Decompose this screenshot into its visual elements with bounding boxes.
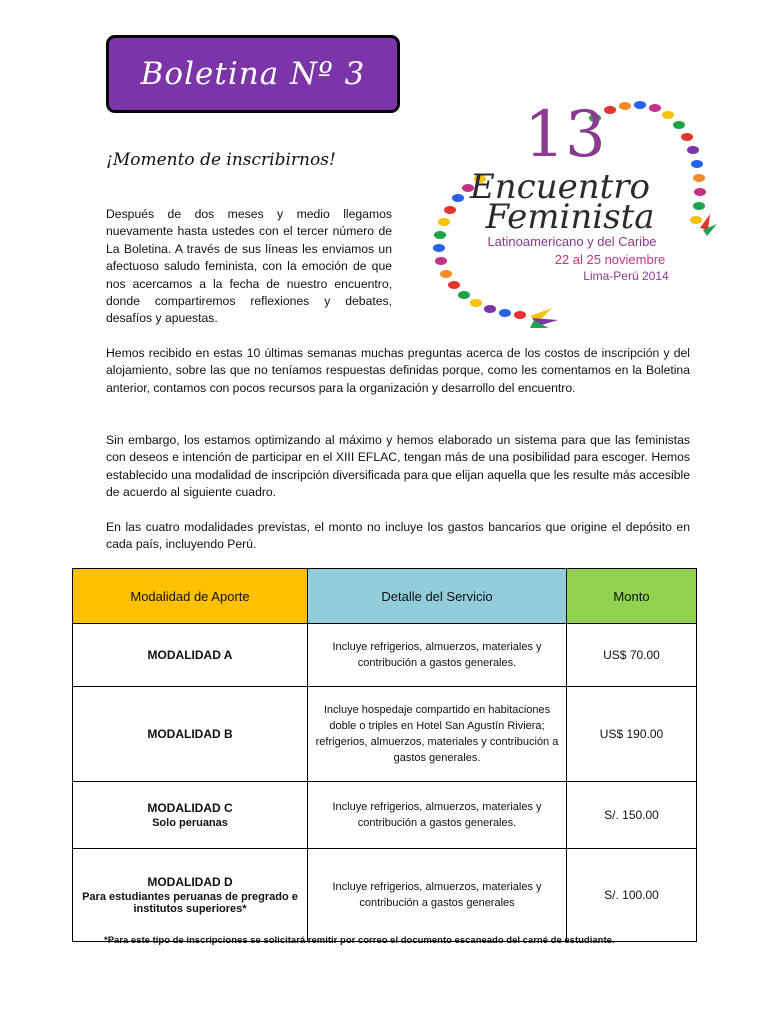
page-title: Boletina Nº 3: [140, 56, 366, 92]
modalidad-note: Solo peruanas: [152, 817, 228, 829]
fees-table: [72, 568, 697, 942]
logo-line2: Feminista: [485, 197, 655, 237]
modalidad-label: MODALIDAD D: [147, 875, 233, 889]
table-row: [73, 687, 697, 782]
encuentro-feminista-logo: [410, 88, 720, 328]
modalidad-cell: [73, 782, 308, 849]
monto-cell: S/. 100.00: [567, 849, 697, 942]
table-footnote: *Para este tipo de inscripciones se solicitará remitir por correo el documento escaneado del carné de estudiante.: [104, 935, 615, 946]
intro-paragraph: Después de dos meses y medio llegamos nuevamente hasta ustedes con el tercer número de La Boletina. A través de sus líneas les enviamos un afectuoso saludo feminista, con la emoción de que nos acercamos a la fecha de nuestro encuentro, donde compartiremos reflexiones y debates, desafíos y apuestas.: [106, 207, 392, 326]
title-banner: [106, 35, 400, 113]
header-monto: Monto: [567, 569, 697, 624]
header-detalle: Detalle del Servicio: [308, 569, 567, 624]
header-modalidad: Modalidad de Aporte: [73, 569, 308, 624]
logo-place: Lima-Perú 2014: [583, 269, 669, 283]
logo-dates: 22 al 25 noviembre: [554, 252, 666, 267]
monto-cell: S/. 150.00: [567, 782, 697, 849]
modalidad-cell: [73, 624, 308, 687]
modalidad-cell: [73, 687, 308, 782]
modalidad-label: MODALIDAD C: [147, 801, 233, 815]
monto-cell: US$ 190.00: [567, 687, 697, 782]
table-row: [73, 849, 697, 942]
section-heading: ¡Momento de inscribirnos!: [106, 150, 336, 170]
modalidad-label: MODALIDAD A: [147, 648, 233, 662]
logo-line3: Latinoamericano y del Caribe: [487, 234, 657, 249]
table-row: [73, 624, 697, 687]
body-paragraph-3: Sin embargo, los estamos optimizando al máximo y hemos elaborado un sistema para que las feministas con deseos e intención de participar en el XIII EFLAC, tengan más de una posibilidad para escoger. Hemos establecido una modalidad de inscripción diversificada para que elijan aquella que les resulte más accesible de acuerdo al siguiente cuadro.: [106, 433, 690, 500]
logo-number: 13: [524, 98, 606, 172]
detalle-cell: Incluye refrigerios, almuerzos, materiales y contribución a gastos generales.: [308, 782, 567, 849]
modalidad-label: MODALIDAD B: [147, 727, 233, 741]
table-header-row: [73, 569, 697, 624]
table-row: [73, 782, 697, 849]
body-paragraph-2: Hemos recibido en estas 10 últimas semanas muchas preguntas acerca de los costos de inscripción y del alojamiento, sobre las que no teníamos respuestas definidas porque, como les comentamos en la Boletina anterior, contamos con pocos recursos para la organización y desarrollo del encuentro.: [106, 346, 690, 395]
detalle-cell: Incluye refrigerios, almuerzos, materiales y contribución a gastos generales: [308, 849, 567, 942]
modalidad-note: Para estudiantes peruanas de pregrado e institutos superiores*: [82, 891, 298, 915]
detalle-cell: Incluye refrigerios, almuerzos, materiales y contribución a gastos generales.: [308, 624, 567, 687]
body-paragraph-4: En las cuatro modalidades previstas, el monto no incluye los gastos bancarios que origine el depósito en cada país, incluyendo Perú.: [106, 520, 690, 552]
logo-line1: Encuentro: [469, 167, 651, 207]
monto-cell: US$ 70.00: [567, 624, 697, 687]
modalidad-cell: [73, 849, 308, 942]
detalle-cell: Incluye hospedaje compartido en habitaciones doble o triples en Hotel San Agustín Riviera; refrigerios, almuerzos, materiales y contribución a gastos generales.: [308, 687, 567, 782]
